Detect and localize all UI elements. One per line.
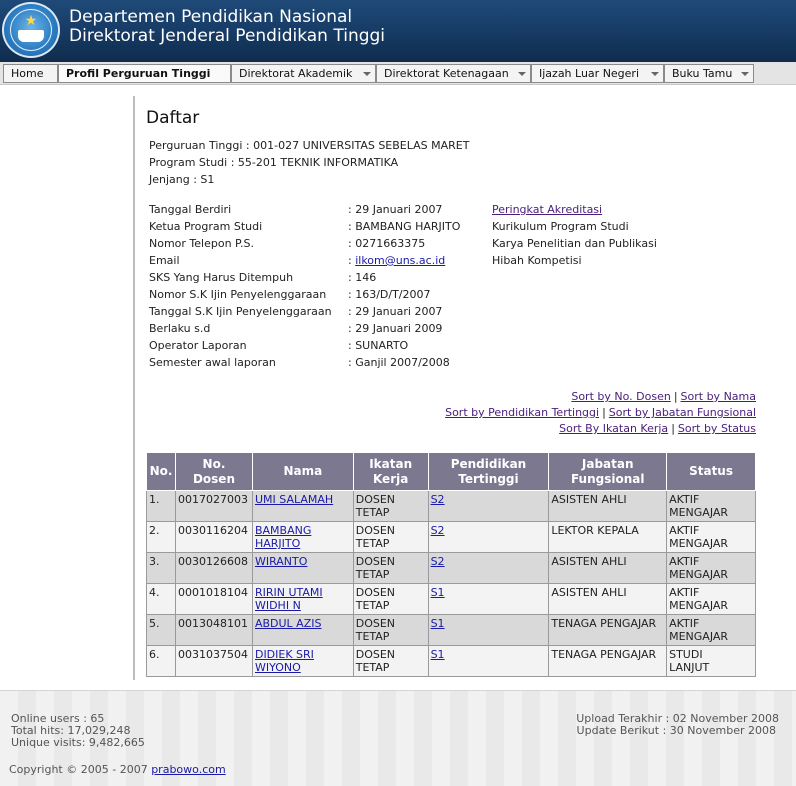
cell-nama[interactable] [252,522,353,553]
cell-no: 6. [147,646,176,677]
cell-status: AKTIF MENGAJAR [667,491,756,522]
sort-links-row-2 [445,405,756,421]
sort-separator: | [602,406,606,419]
hibah-kompetisi-link[interactable]: Hibah Kompetisi [492,254,582,267]
table-row [147,584,756,615]
detail-label: Nomor S.K Ijin Penyelenggaraan [149,288,327,301]
cell-nama[interactable] [252,646,353,677]
chevron-down-icon [363,72,371,76]
col-header-no: No. [147,453,176,491]
table-row [147,615,756,646]
site-footer [0,690,796,786]
cell-no-dosen: 0030126608 [175,553,252,584]
nav-home[interactable] [3,64,58,83]
pendidikan-link[interactable]: S1 [430,617,445,630]
dosen-name-link[interactable]: UMI SALAMAH [254,493,334,506]
cell-pendidikan[interactable] [428,491,549,522]
detail-label: Tanggal S.K Ijin Penyelenggaraan [149,305,332,318]
cell-ikatan: DOSEN TETAP [353,491,428,522]
detail-value: : Ganjil 2007/2008 [348,356,450,369]
detail-label: Tanggal Berdiri [149,203,232,216]
pendidikan-link[interactable]: S1 [430,586,445,599]
nav-profil-perguruan-tinggi[interactable] [58,64,231,83]
table-header-row [147,453,756,491]
cell-nama[interactable] [252,615,353,646]
cell-status: AKTIF MENGAJAR [667,553,756,584]
detail-value: : 146 [348,271,377,284]
cell-no: 3. [147,553,176,584]
cell-jabatan: TENAGA PENGAJAR [549,615,667,646]
pendidikan-link[interactable]: S2 [430,555,445,568]
cell-no: 5. [147,615,176,646]
dosen-name-link[interactable]: WIRANTO [254,555,308,568]
dosen-name-link[interactable]: RIRIN UTAMI WIDHI N [254,586,323,612]
detail-value: : 29 Januari 2007 [348,305,443,318]
nav-ijazah-label: Ijazah Luar Negeri [539,67,640,80]
sort-by-no-dosen-link[interactable]: Sort by No. Dosen [571,390,671,403]
chevron-down-icon [741,72,749,76]
cell-nama[interactable] [252,491,353,522]
cell-status: AKTIF MENGAJAR [667,615,756,646]
update-berikut: Update Berikut : 30 November 2008 [576,724,776,737]
cell-pendidikan[interactable] [428,584,549,615]
peringkat-akreditasi-link[interactable] [492,201,602,218]
cell-jabatan: TENAGA PENGAJAR [549,646,667,677]
upload-terakhir: Upload Terakhir : 02 November 2008 [576,712,779,725]
col-header-nama: Nama [252,453,353,491]
nav-profil-label: Profil Perguruan Tinggi [66,67,211,80]
online-users: Online users : 65 [11,712,105,725]
col-header-ikatan-kerja: Ikatan Kerja [353,453,428,491]
cell-pendidikan[interactable] [428,646,549,677]
cell-ikatan: DOSEN TETAP [353,522,428,553]
detail-value: : 29 Januari 2007 [348,203,443,216]
nav-buku-tamu[interactable] [664,64,754,83]
cell-no-dosen: 0030116204 [175,522,252,553]
email-value [348,252,445,269]
nav-direktorat-akademik[interactable] [231,64,376,83]
table-row [147,553,756,584]
cell-pendidikan[interactable] [428,553,549,584]
cell-status: AKTIF MENGAJAR [667,522,756,553]
cell-no: 4. [147,584,176,615]
detail-label: Operator Laporan [149,339,247,352]
detail-value: : 0271663375 [348,237,426,250]
cell-no-dosen: 0017027003 [175,491,252,522]
detail-value: : 163/D/T/2007 [348,288,431,301]
karya-penelitian-link[interactable]: Karya Penelitian dan Publikasi [492,237,657,250]
chevron-down-icon [651,72,659,76]
copyright [9,764,226,776]
copyright-text: Copyright © 2005 - 2007 [9,763,148,776]
nav-ketenagaan-label: Direktorat Ketenagaan [384,67,509,80]
unique-visits: Unique visits: 9,482,665 [11,736,145,749]
cell-jabatan: LEKTOR KEPALA [549,522,667,553]
dosen-name-link[interactable]: ABDUL AZIS [254,617,322,630]
detail-label: Email [149,254,180,267]
cell-no-dosen: 0001018104 [175,584,252,615]
detail-value: : 29 Januari 2009 [348,322,443,335]
cell-jabatan: ASISTEN AHLI [549,584,667,615]
col-header-no-dosen: No. Dosen [175,453,252,491]
dosen-table [146,452,756,677]
content-divider [133,96,135,680]
cell-ikatan: DOSEN TETAP [353,584,428,615]
main-navigation [0,62,796,85]
table-row [147,522,756,553]
detail-label: Semester awal laporan [149,356,276,369]
sort-by-jabatan-link[interactable]: Sort by Jabatan Fungsional [608,406,756,419]
cell-ikatan: DOSEN TETAP [353,553,428,584]
jenjang-info: Jenjang : S1 [149,173,215,186]
cell-no-dosen: 0031037504 [175,646,252,677]
table-row [147,491,756,522]
cell-no-dosen: 0013048101 [175,615,252,646]
cell-nama[interactable] [252,553,353,584]
site-header [0,0,796,62]
col-header-jabatan: Jabatan Fungsional [549,453,667,491]
dosen-name-link[interactable]: BAMBANG HARJITO [254,524,312,550]
sort-by-pendidikan-link[interactable]: Sort by Pendidikan Tertinggi [445,406,600,419]
sort-by-nama-link[interactable]: Sort by Nama [680,390,756,403]
cell-nama[interactable] [252,584,353,615]
nav-ijazah-luar-negeri[interactable] [531,64,664,83]
cell-status: STUDI LANJUT [667,646,756,677]
cell-ikatan: DOSEN TETAP [353,615,428,646]
detail-label: SKS Yang Harus Ditempuh [149,271,294,284]
perguruan-tinggi-info: Perguruan Tinggi : 001-027 UNIVERSITAS SEBELAS MARET [149,139,470,152]
cell-no: 2. [147,522,176,553]
detail-label: Berlaku s.d [149,322,211,335]
site-title [69,8,385,46]
detail-label: Nomor Telepon P.S. [149,237,254,250]
detail-value: : BAMBANG HARJITO [348,220,461,233]
prabowo-link[interactable]: prabowo.com [151,763,226,776]
nav-home-label: Home [11,67,44,80]
cell-jabatan: ASISTEN AHLI [549,553,667,584]
dosen-name-link[interactable]: DIDIEK SRI WIYONO [254,648,314,674]
sort-by-status-link[interactable]: Sort by Status [677,422,756,435]
sort-links-row-1 [571,389,756,405]
kurikulum-program-studi-link[interactable]: Kurikulum Program Studi [492,220,629,233]
program-studi-info: Program Studi : 55-201 TEKNIK INFORMATIKA [149,156,399,169]
sort-separator: | [671,422,675,435]
col-header-pendidikan: Pendidikan Tertinggi [428,453,549,491]
sort-separator: | [673,390,678,403]
sort-links-row-3 [559,421,756,437]
email-link[interactable]: ilkom@uns.ac.id [355,254,446,267]
cell-ikatan: DOSEN TETAP [353,646,428,677]
col-header-status: Status [667,453,756,491]
detail-value: : SUNARTO [348,339,409,352]
total-hits: Total hits: 17,029,248 [11,724,131,737]
cell-pendidikan[interactable] [428,522,549,553]
cell-jabatan: ASISTEN AHLI [549,491,667,522]
sort-by-ikatan-link[interactable]: Sort By Ikatan Kerja [559,422,669,435]
tut-wuri-handayani-logo-icon: ★ [2,2,60,58]
detail-label: Ketua Program Studi [149,220,263,233]
cell-status: AKTIF MENGAJAR [667,584,756,615]
site-title-line2: Direktorat Jenderal Pendidikan Tinggi [69,26,386,46]
nav-akademik-label: Direktorat Akademik [239,67,353,80]
nav-direktorat-ketenagaan[interactable] [376,64,531,83]
table-row [147,646,756,677]
pendidikan-link[interactable]: S2 [430,524,445,537]
chevron-down-icon [518,72,526,76]
cell-pendidikan[interactable] [428,615,549,646]
pendidikan-link[interactable]: S2 [430,493,445,506]
site-title-line1: Departemen Pendidikan Nasional [69,7,353,27]
pendidikan-link[interactable]: S1 [430,648,445,661]
email-prefix: : [348,254,356,267]
cell-no: 1. [147,491,176,522]
nav-buku-tamu-label: Buku Tamu [672,67,733,80]
peringkat-akreditasi-label: Peringkat Akreditasi [492,203,603,216]
page-title: Daftar [146,108,200,128]
